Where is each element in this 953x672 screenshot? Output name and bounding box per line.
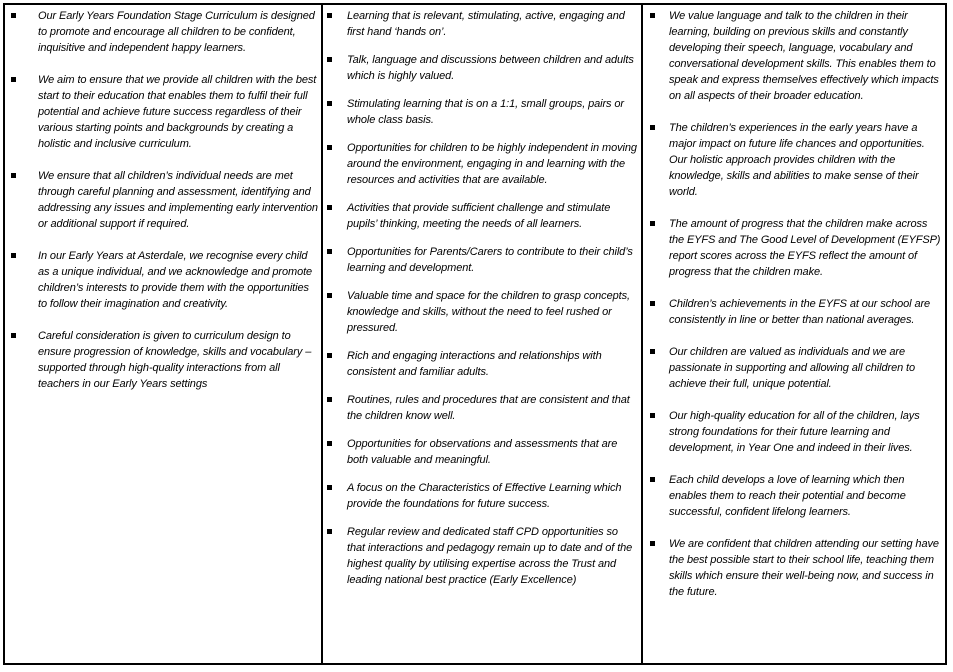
square-bullet-icon (650, 413, 655, 418)
square-bullet-icon (650, 541, 655, 546)
square-bullet-icon (327, 13, 332, 18)
curriculum-table (3, 3, 947, 665)
list-item (5, 328, 321, 392)
list-item (643, 408, 945, 456)
implementation-list (323, 5, 641, 588)
impact-column (643, 5, 945, 663)
list-item-text: Valuable time and space for the children to grasp concepts, knowledge and skills, without the need to feel rushed or pressured. (347, 290, 630, 334)
impact-list (643, 5, 945, 600)
implementation-column (323, 5, 643, 663)
list-item-text: Opportunities for observations and assessments that are both valuable and meaningful. (347, 438, 618, 466)
list-item-text: Talk, language and discussions between children and adults which is highly valued. (347, 54, 634, 82)
list-item-text: The children’s experiences in the early years have a major impact on future life chances and opportunities. Our holistic approach provides children with the knowledge, skills and abilities to make sense of their world. (669, 122, 925, 198)
list-item (643, 120, 945, 200)
list-item (323, 200, 641, 232)
square-bullet-icon (11, 253, 16, 258)
square-bullet-icon (327, 205, 332, 210)
list-item (323, 140, 641, 188)
intent-column (5, 5, 323, 663)
list-item-text: Opportunities for children to be highly independent in moving around the environment, engaging in and learning with the resources and activities that are available. (347, 142, 637, 186)
list-item-text: Activities that provide sufficient challenge and stimulate pupils’ thinking, meeting the needs of all learners. (347, 202, 611, 230)
list-item-text: Stimulating learning that is on a 1:1, small groups, pairs or whole class basis. (347, 98, 624, 126)
list-item (323, 8, 641, 40)
square-bullet-icon (650, 221, 655, 226)
list-item (643, 8, 945, 104)
square-bullet-icon (11, 333, 16, 338)
list-item-text: We value language and talk to the children in their learning, building on previous skills and constantly developing their speech, language, vocabulary and conversational development skills. This enables them to speak and express themselves effectively which impacts on all aspects of their broader education. (669, 10, 939, 102)
list-item (323, 288, 641, 336)
list-item-text: Learning that is relevant, stimulating, active, engaging and first hand ‘hands on’. (347, 10, 625, 38)
list-item-text: Careful consideration is given to curriculum design to ensure progression of knowledge, skills and vocabulary – supported through high-quality interactions from all teachers in our Early Years settings (38, 330, 312, 390)
list-item (643, 296, 945, 328)
list-item-text: Our Early Years Foundation Stage Curriculum is designed to promote and encourage all children to be confident, inquisitive and independent happy learners. (38, 10, 315, 54)
list-item (323, 480, 641, 512)
square-bullet-icon (11, 13, 16, 18)
list-item-text: We are confident that children attending our setting have the best possible start to their school life, teaching them skills which ensure their well-being now, and success in the future. (669, 538, 939, 598)
square-bullet-icon (11, 77, 16, 82)
list-item-text: Rich and engaging interactions and relationships with consistent and familiar adults. (347, 350, 602, 378)
list-item (643, 536, 945, 600)
square-bullet-icon (327, 397, 332, 402)
list-item (323, 348, 641, 380)
square-bullet-icon (327, 353, 332, 358)
list-item (323, 436, 641, 468)
square-bullet-icon (327, 101, 332, 106)
list-item (5, 168, 321, 232)
list-item (323, 524, 641, 588)
list-item (323, 392, 641, 424)
square-bullet-icon (650, 301, 655, 306)
list-item-text: Each child develops a love of learning which then enables them to reach their potential and become successful, confident lifelong learners. (669, 474, 906, 518)
list-item (323, 244, 641, 276)
list-item (643, 216, 945, 280)
square-bullet-icon (650, 125, 655, 130)
list-item-text: Our high-quality education for all of the children, lays strong foundations for their future learning and development, in Year One and indeed in their lives. (669, 410, 920, 454)
square-bullet-icon (11, 173, 16, 178)
list-item-text: Our children are valued as individuals and we are passionate in supporting and allowing all children to achieve their full, unique potential. (669, 346, 916, 390)
list-item (323, 96, 641, 128)
list-item-text: We aim to ensure that we provide all children with the best start to their education that enables them to fulfil their full potential and achieve future success regardless of their various starting points and backgrounds by creating a holistic and inclusive curriculum. (38, 74, 317, 150)
list-item (5, 248, 321, 312)
square-bullet-icon (327, 293, 332, 298)
list-item (5, 8, 321, 56)
square-bullet-icon (650, 349, 655, 354)
square-bullet-icon (650, 477, 655, 482)
list-item (643, 472, 945, 520)
square-bullet-icon (327, 485, 332, 490)
square-bullet-icon (327, 57, 332, 62)
square-bullet-icon (327, 249, 332, 254)
list-item-text: In our Early Years at Asterdale, we recognise every child as a unique individual, and we acknowledge and promote children’s interests to provide them with the opportunities to follow their imagination and creativity. (38, 250, 313, 310)
list-item (323, 52, 641, 84)
square-bullet-icon (650, 13, 655, 18)
square-bullet-icon (327, 441, 332, 446)
list-item (643, 344, 945, 392)
list-item-text: Routines, rules and procedures that are consistent and that the children know well. (347, 394, 630, 422)
list-item-text: We ensure that all children’s individual needs are met through careful planning and assessment, identifying and addressing any issues and implementing early intervention or additional support if required. (38, 170, 318, 230)
list-item-text: The amount of progress that the children make across the EYFS and The Good Level of Development (EYFSP) report scores across the EYFS reflect the amount of progress that the children make. (669, 218, 941, 278)
intent-list (5, 5, 321, 392)
list-item (5, 72, 321, 152)
list-item-text: Regular review and dedicated staff CPD opportunities so that interactions and pedagogy remain up to date and of the highest quality by utilising expertise across the Trust and leading national best practice (Early Excellence) (347, 526, 633, 586)
list-item-text: Children’s achievements in the EYFS at our school are consistently in line or better than national averages. (669, 298, 931, 326)
square-bullet-icon (327, 145, 332, 150)
square-bullet-icon (327, 529, 332, 534)
list-item-text: Opportunities for Parents/Carers to contribute to their child’s learning and development. (347, 246, 633, 274)
list-item-text: A focus on the Characteristics of Effective Learning which provide the foundations for future success. (347, 482, 622, 510)
